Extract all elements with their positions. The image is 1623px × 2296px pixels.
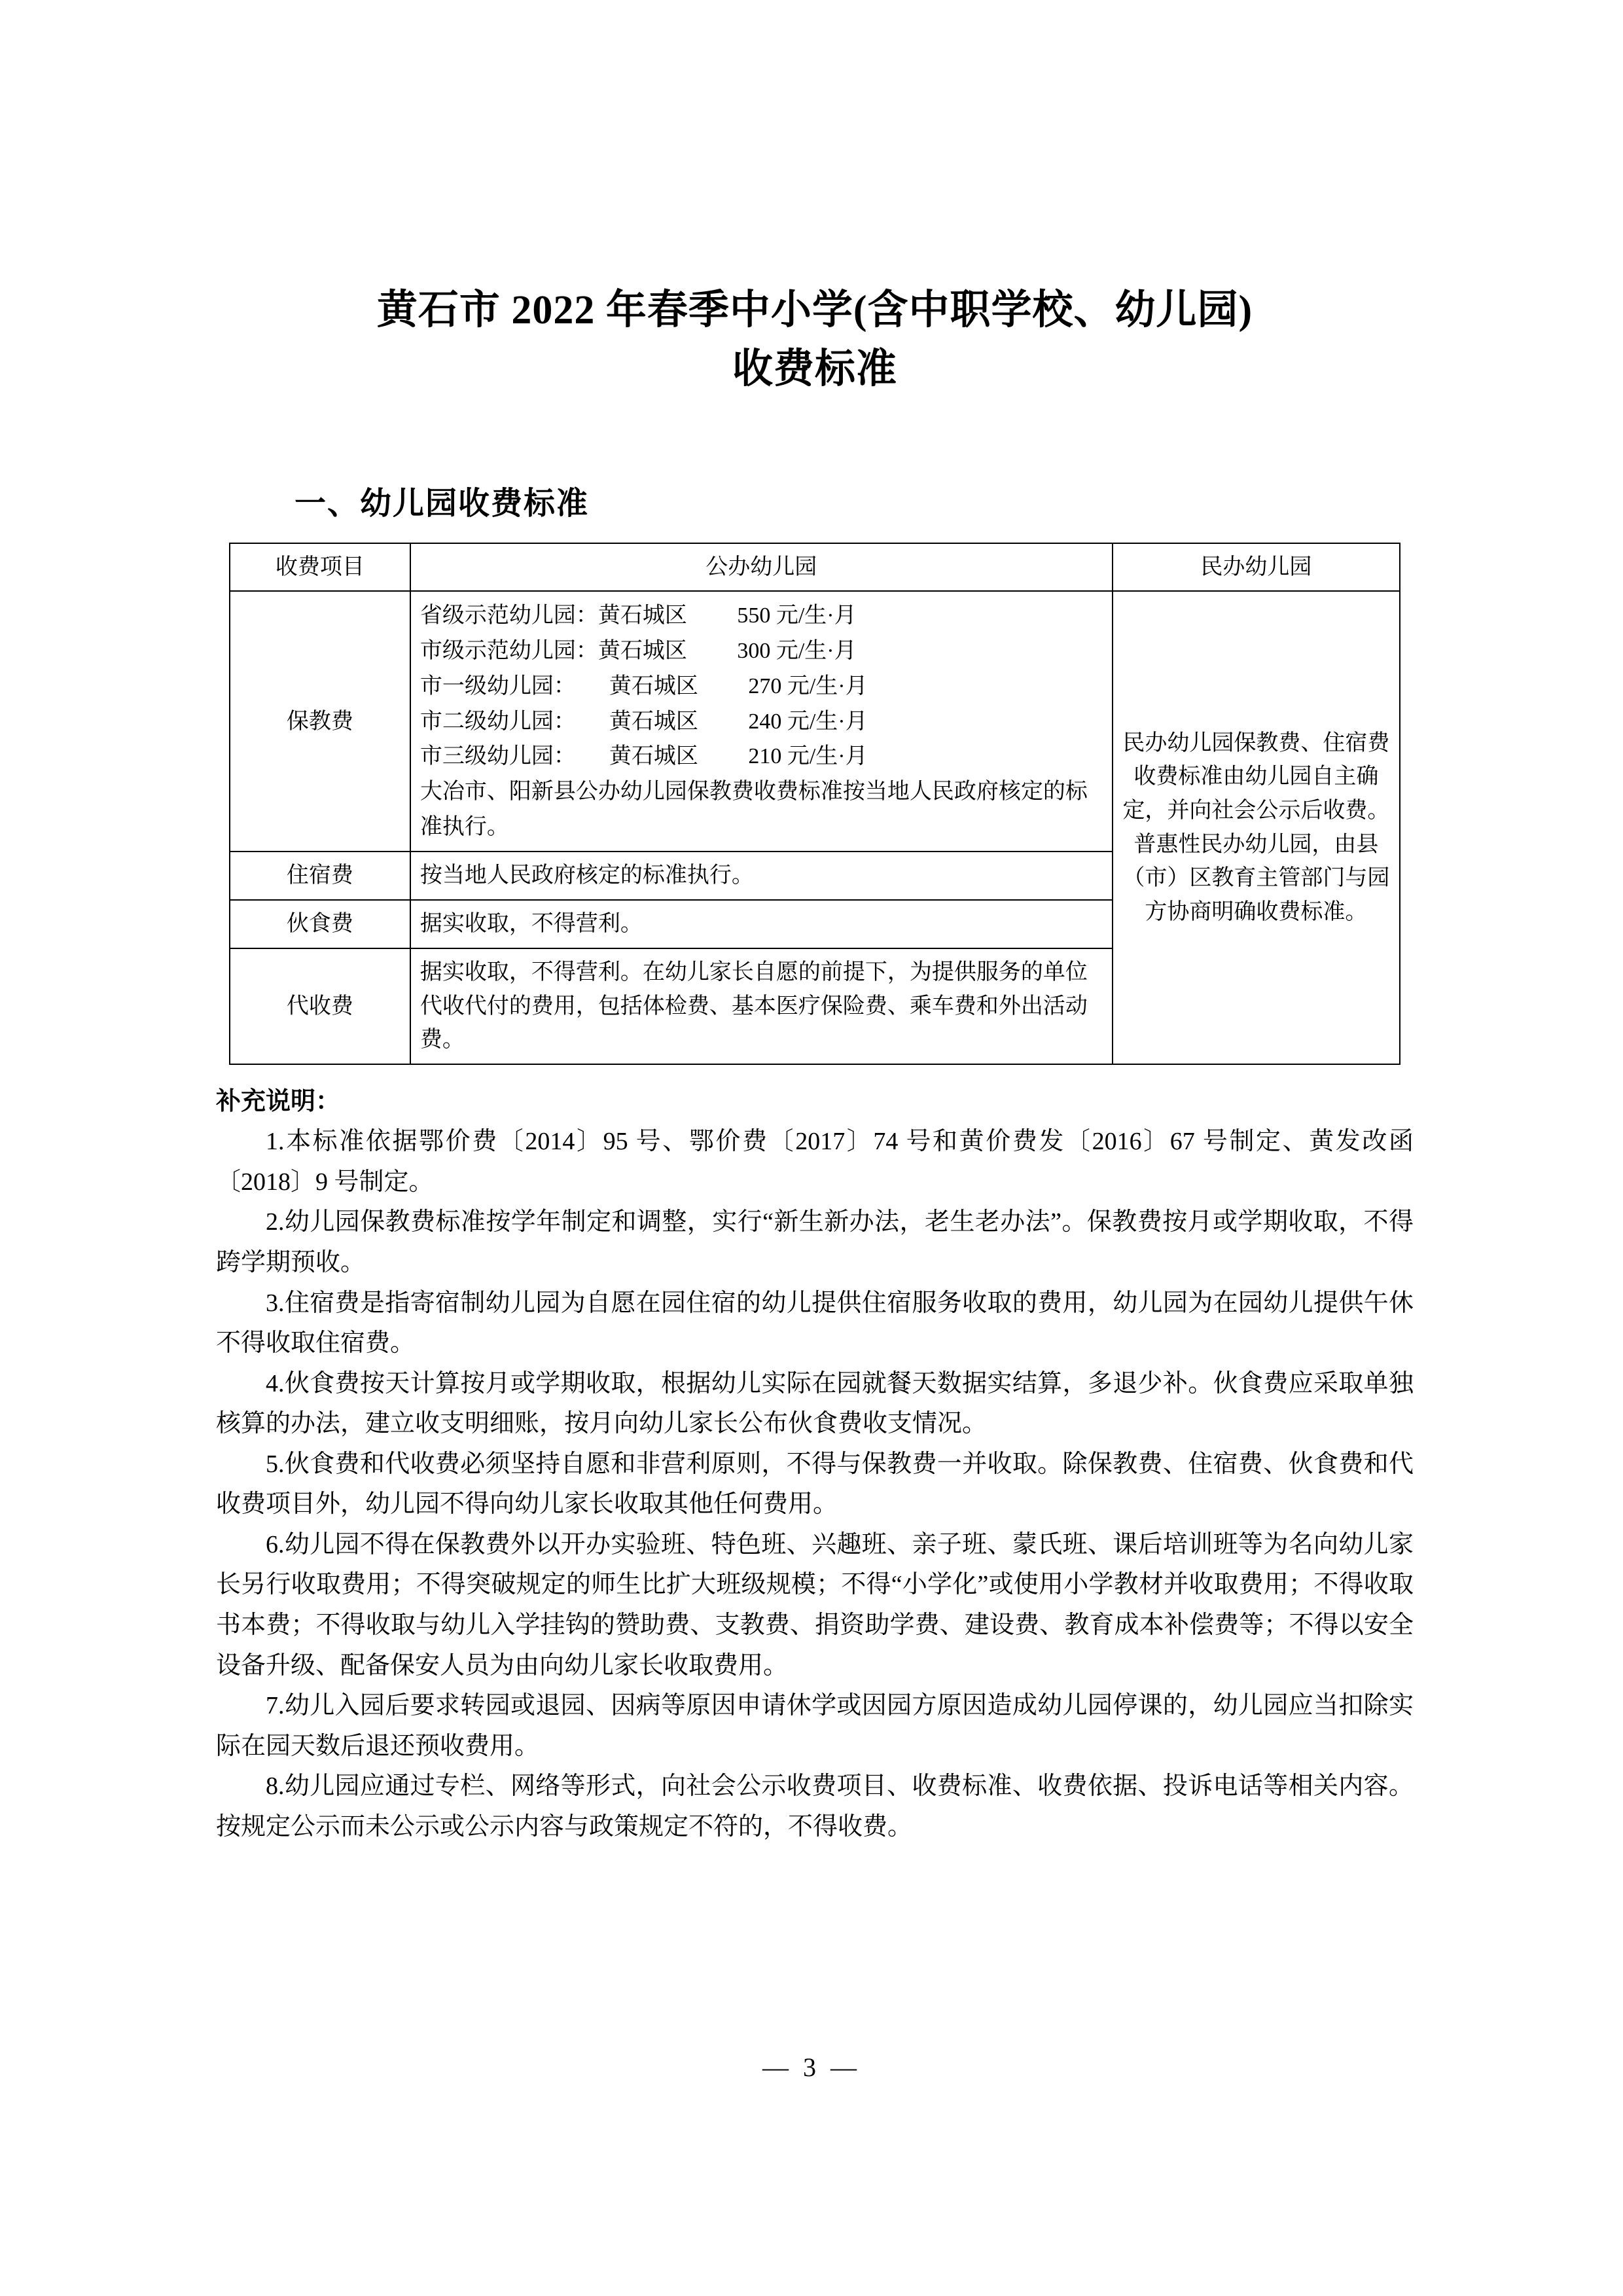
- page-number: — 3 —: [762, 2053, 861, 2082]
- row-label-huoshifei: 伙食费: [230, 900, 410, 948]
- fee-line: 省级示范幼儿园：黄石城区 550 元/生·月: [419, 603, 857, 628]
- table-row: [230, 591, 1400, 852]
- kindergarten-fee-table: [229, 543, 1400, 1065]
- fee-line: 市三级幼儿园： 黄石城区 210 元/生·月: [419, 744, 868, 769]
- section-heading: 一、幼儿园收费标准: [294, 486, 590, 521]
- row-label-baojiaofei: 保教费: [230, 591, 410, 852]
- note-item: 6.幼儿园不得在保教费外以开办实验班、特色班、兴趣班、亲子班、蒙氏班、课后培训班等为名向幼儿家长另行收取费用；不得突破规定的师生比扩大班级规模；不得“小学化”或使用小学教材并收取费用；不得收取书本费；不得收取与幼儿入学挂钩的赞助费、支教费、捐资助学费、建设费、教育成本补偿费等；不得以安全设备升级、配备保安人员为由向幼儿家长收取费用。: [216, 1530, 1414, 1679]
- document-content: [216, 281, 1414, 1847]
- notes-title: 补充说明：: [216, 1087, 341, 1115]
- row-content-zhusufei: 按当地人民政府核定的标准执行。: [410, 852, 1113, 900]
- row-label-daishoufei: 代收费: [230, 948, 410, 1064]
- note-item: 7.幼儿入园后要求转园或退园、因病等原因申请休学或因园方原因造成幼儿园停课的，幼儿园应当扣除实际在园天数后退还预收费用。: [216, 1692, 1414, 1760]
- fee-line: 市一级幼儿园： 黄石城区 270 元/生·月: [419, 673, 868, 698]
- row-content-huoshifei: 据实收取，不得营利。: [410, 900, 1113, 948]
- row-content-baojiaofei: [410, 591, 1113, 852]
- title-line-2: 收费标准: [732, 346, 897, 391]
- supplementary-notes: [216, 1082, 1414, 1847]
- table-header-row: [230, 543, 1400, 592]
- header-item: 收费项目: [230, 543, 410, 592]
- title-line-1: 黄石市 2022 年春季中小学(含中职学校、幼儿园): [376, 288, 1253, 332]
- fee-line-list: [420, 598, 1103, 774]
- header-private: 民办幼儿园: [1113, 543, 1400, 592]
- row-label-zhusufei: 住宿费: [230, 852, 410, 900]
- fee-line: 市级示范幼儿园：黄石城区 300 元/生·月: [419, 639, 857, 664]
- note-item: 5.伙食费和代收费必须坚持自愿和非营利原则，不得与保教费一并收取。除保教费、住宿费、伙食费和代收费项目外，幼儿园不得向幼儿家长收取其他任何费用。: [216, 1450, 1414, 1518]
- row-content-daishoufei: 据实收取，不得营利。在幼儿家长自愿的前提下，为提供服务的单位代收代付的费用，包括体检费、基本医疗保险费、乘车费和外出活动费。: [410, 948, 1113, 1064]
- fee-line: 市二级幼儿园： 黄石城区 240 元/生·月: [419, 709, 868, 734]
- fee-note: 大冶市、阳新县公办幼儿园保教费收费标准按当地人民政府核定的标准执行。: [419, 780, 1088, 839]
- page-title: [216, 281, 1414, 399]
- note-item: 3.住宿费是指寄宿制幼儿园为自愿在园住宿的幼儿提供住宿服务收取的费用，幼儿园为在园幼儿提供午休不得收取住宿费。: [216, 1289, 1414, 1357]
- note-item: 4.伙食费按天计算按月或学期收取，根据幼儿实际在园就餐天数据实结算，多退少补。伙食费应采取单独核算的办法，建立收支明细账，按月向幼儿家长公布伙食费收支情况。: [216, 1369, 1414, 1438]
- note-item: 8.幼儿园应通过专栏、网络等形式，向社会公示收费项目、收费标准、收费依据、投诉电话等相关内容。按规定公示而未公示或公示内容与政策规定不符的，不得收费。: [216, 1772, 1414, 1840]
- note-item: 2.幼儿园保教费标准按学年制定和调整，实行“新生新办法，老生老办法”。保教费按月或学期收取，不得跨学期预收。: [216, 1208, 1414, 1277]
- header-public: 公办幼儿园: [410, 543, 1113, 592]
- private-kindergarten-cell: 民办幼儿园保教费、住宿费收费标准由幼儿园自主确定，并向社会公示后收费。普惠性民办幼儿园，由县（市）区教育主管部门与园方协商明确收费标准。: [1113, 591, 1400, 1064]
- note-item: 1.本标准依据鄂价费〔2014〕95 号、鄂价费〔2017〕74 号和黄价费发〔2016〕67 号制定、黄发改函〔2018〕9 号制定。: [216, 1128, 1414, 1196]
